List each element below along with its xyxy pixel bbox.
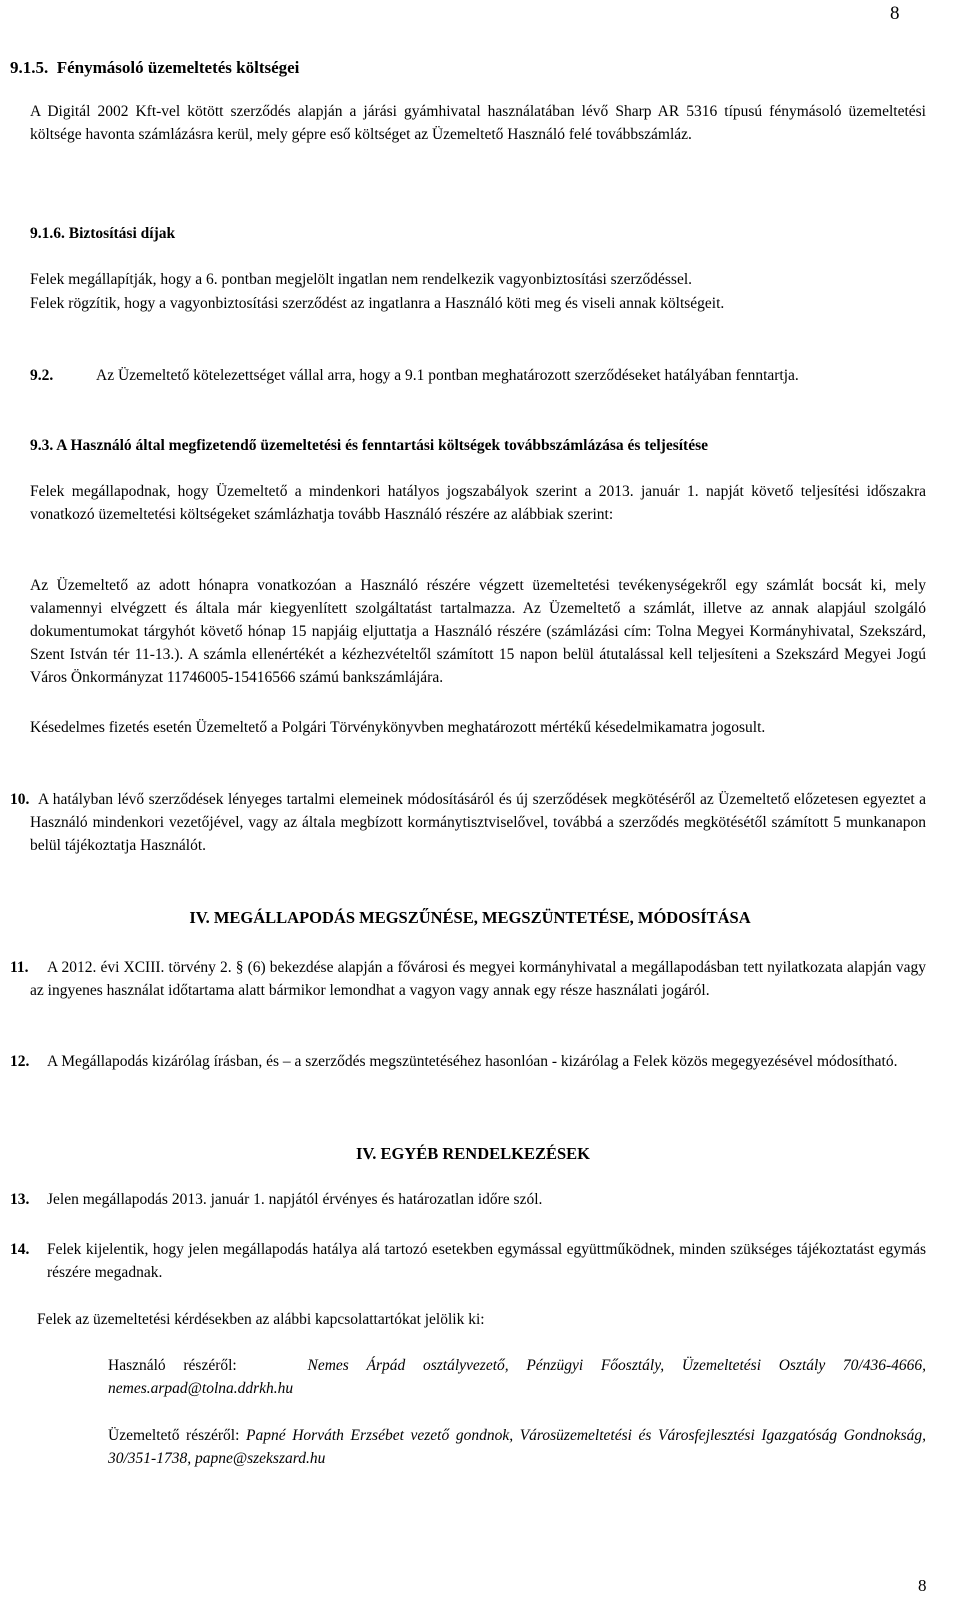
contact-operator bbox=[108, 1424, 926, 1470]
section-number-9-2: 9.2. bbox=[30, 367, 54, 384]
paragraph-9-1-6-line1: Felek megállapítják, hogy a 6. pontban megjelölt ingatlan nem rendelkezik vagyonbiztosítási szerződéssel. bbox=[30, 271, 693, 288]
section-heading-9-1-5 bbox=[10, 56, 299, 79]
section-heading-9-3: 9.3. A Használó által megfizetendő üzemeltetési és fenntartási költségek továbbszámlázása és teljesítése bbox=[30, 437, 708, 454]
chapter-title-iv-termination: IV. MEGÁLLAPODÁS MEGSZŰNÉSE, MEGSZÜNTETÉSE, MÓDOSÍTÁSA bbox=[189, 908, 751, 927]
paragraph-12: A Megállapodás kizárólag írásban, és – a szerződés megszüntetéséhez hasonlóan - kizárólag a Felek közös megegyezésével módosítható. bbox=[47, 1053, 898, 1070]
paragraph-13: Jelen megállapodás 2013. január 1. napjától érvényes és határozatlan időre szól. bbox=[47, 1191, 543, 1208]
paragraph-9-3-2: Az Üzemeltető az adott hónapra vonatkozóan a Használó részére végzett üzemeltetési tevékenységekről egy számlát bocsát ki, mely valamennyi elvégzett és általa már kiegyenlített szolgáltatást tartalmazza. Az Üzemeltető a számlát, illetve az annak alapjául szolgáló dokumentumokat tárgyhót követő hónap 15 napjáig eljuttatja a Használó részére (számlázási cím: Tolna Megyei Kormányhivatal, Szekszárd, Szent István tér 11-13.). A számla ellenértékét a kézhezvételtől számított 15 napon belül átutalással kell teljesíteni a Szekszárd Megyei Jogú Város Önkormányzat 11746005-15416566 számú bankszámlájára. bbox=[30, 577, 926, 686]
paragraph-9-3-3: Késedelmes fizetés esetén Üzemeltető a Polgári Törvénykönyvben meghatározott mértékű késedelmikamatra jogosult. bbox=[30, 719, 766, 736]
heading-number: 9.1.5. bbox=[10, 58, 49, 77]
paragraph-9-1-6-line2: Felek rögzítik, hogy a vagyonbiztosítási szerződést az ingatlanra a Használó köti meg és viseli annak költségeit. bbox=[30, 295, 725, 312]
page-number-bottom: 8 bbox=[918, 1576, 927, 1595]
section-number-12: 12. bbox=[10, 1053, 30, 1070]
section-number-14: 14. bbox=[10, 1241, 30, 1258]
paragraph-14: Felek kijelentik, hogy jelen megállapodás hatálya alá tartozó esetekben egymással együttműködnek, minden szükséges tájékoztatást egymás részére megadnak. bbox=[47, 1241, 926, 1281]
contact-user bbox=[108, 1354, 926, 1400]
contact-user-value: Nemes Árpád osztályvezető, Pénzügyi Főosztály, Üzemeltetési Osztály 70/436-4666, nemes.arpad@tolna.ddrkh.hu bbox=[108, 1357, 927, 1397]
section-number-10: 10. bbox=[10, 791, 30, 808]
paragraph-10: A hatályban lévő szerződések lényeges tartalmi elemeinek módosításáról és új szerződések megkötéséről az Üzemeltető előzetesen egyeztet a Használó mindenkori vezetőjével, vagy az általa megbízott kormánytisztviselővel, továbbá a szerződés megkötésétől számított 5 munkanapon belül tájékoztatja Használót. bbox=[30, 791, 926, 854]
contact-user-label: Használó részéről: bbox=[108, 1357, 237, 1374]
paragraph-9-2: Az Üzemeltető kötelezettséget vállal arra, hogy a 9.1 pontban meghatározott szerződéseket hatályában fenntartja. bbox=[96, 367, 799, 384]
paragraph-11: A 2012. évi XCIII. törvény 2. § (6) bekezdése alapján a fővárosi és megyei kormányhivatal a megállapodásban tett nyilatkozata alapján vagy az ingyenes használat időtartama alatt bármikor lemondhat a vagyon vagy annak egy része használati jogáról. bbox=[30, 959, 926, 999]
chapter-title-iv-other: IV. EGYÉB RENDELKEZÉSEK bbox=[356, 1144, 590, 1163]
heading-text: Fénymásoló üzemeltetés költségei bbox=[56, 58, 300, 77]
contact-operator-label: Üzemeltető részéről: bbox=[108, 1427, 240, 1444]
page-number-top: 8 bbox=[890, 3, 900, 24]
section-number-13: 13. bbox=[10, 1191, 30, 1208]
section-heading-9-1-6: 9.1.6. Biztosítási díjak bbox=[30, 225, 176, 242]
contact-operator-value: Papné Horváth Erzsébet vezető gondnok, Városüzemeltetési és Városfejlesztési Igazgatóság Gondnokság, 30/351-1738, papne@szekszard.hu bbox=[108, 1427, 927, 1467]
contacts-intro: Felek az üzemeltetési kérdésekben az alábbi kapcsolattartókat jelölik ki: bbox=[37, 1311, 485, 1328]
section-number-11: 11. bbox=[10, 959, 29, 976]
paragraph-9-3-1: Felek megállapodnak, hogy Üzemeltető a mindenkori hatályos jogszabályok szerint a 2013. január 1. napját követő teljesítési időszakra vonatkozó üzemeltetési költségeket számlázhatja tovább Használó részére az alábbiak szerint: bbox=[30, 483, 926, 523]
paragraph-9-1-5: A Digitál 2002 Kft-vel kötött szerződés alapján a járási gyámhivatal használatában lévő Sharp AR 5316 típusú fénymásoló üzemeltetési költsége havonta számlázásra kerül, mely gépre eső költséget az Üzemeltető Használó felé továbbszámláz. bbox=[30, 103, 926, 143]
